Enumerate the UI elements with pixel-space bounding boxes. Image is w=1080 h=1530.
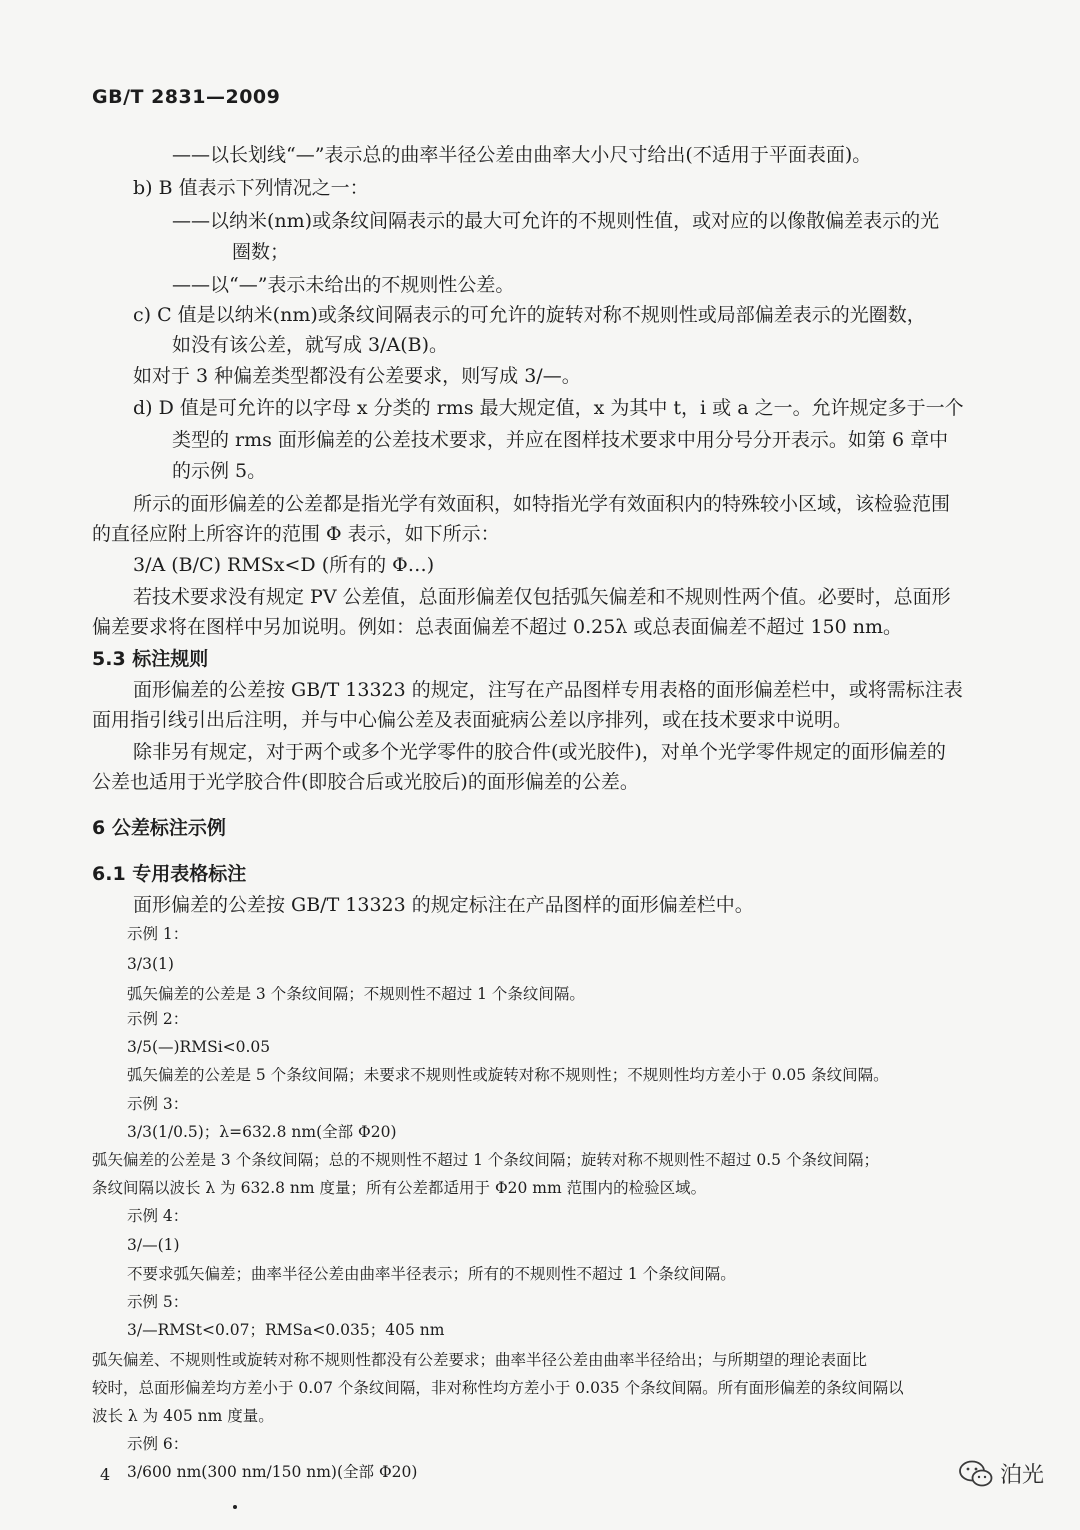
scan-speck: [233, 1505, 237, 1509]
section-heading-6-1: 6.1 专用表格标注: [92, 863, 247, 885]
source-watermark: [958, 1458, 1044, 1489]
example-text: 弧矢偏差、不规则性或旋转对称不规则性都没有公差要求；曲率半径公差由曲率半径给出；与所期望的理论表面比: [92, 1351, 868, 1369]
text-line: 圈数；: [232, 241, 290, 263]
example-text: 条纹间隔以波长 λ 为 632.8 nm 度量；所有公差都适用于 Φ20 mm 范围内的检验区域。: [92, 1179, 707, 1197]
list-item-d: d) D 值是可允许的以字母 x 分类的 rms 最大规定值，x 为其中 t，i 或 a 之一。允许规定多于一个: [133, 397, 964, 419]
text-line: 类型的 rms 面形偏差的公差技术要求，并应在图样技术要求中用分号分开表示。如第 6 章中: [172, 429, 949, 451]
text-line: 面用指引线引出后注明，并与中心偏公差及表面疵病公差以序排列，或在技术要求中说明。: [92, 709, 853, 731]
text-line: 面形偏差的公差按 GB/T 13323 的规定，注写在产品图样专用表格的面形偏差栏中，或将需标注表: [133, 679, 963, 701]
example-code: 3/3(1/0.5)；λ=632.8 nm(全部 Φ20): [127, 1123, 397, 1141]
standard-code-header: GB/T 2831—2009: [92, 86, 281, 108]
text-line: 除非另有规定，对于两个或多个光学零件的胶合件(或光胶件)，对单个光学零件规定的面形偏差的: [133, 741, 946, 763]
wechat-icon: [958, 1459, 994, 1489]
text-line: 如对于 3 种偏差类型都没有公差要求，则写成 3/—。: [133, 365, 581, 387]
example-label: 示例 3：: [127, 1095, 189, 1113]
example-code: 3/5(—)RMSi<0.05: [127, 1038, 271, 1056]
text-line: 的示例 5。: [172, 460, 267, 482]
text-line: ——以“—”表示未给出的不规则性公差。: [172, 274, 515, 296]
text-line: 如没有该公差，就写成 3/A(B)。: [172, 334, 449, 356]
example-label: 示例 1：: [127, 925, 189, 943]
list-item-b: b) B 值表示下列情况之一：: [133, 177, 369, 199]
example-label: 示例 4：: [127, 1207, 189, 1225]
example-code: 3/—RMSt<0.07；RMSa<0.035；405 nm: [127, 1321, 445, 1339]
text-line: 所示的面形偏差的公差都是指光学有效面积，如特指光学有效面积内的特殊较小区域，该检验范围: [133, 493, 951, 515]
example-label: 示例 2：: [127, 1010, 189, 1028]
watermark-label: 泊光: [1000, 1463, 1045, 1488]
page-number: 4: [100, 1465, 111, 1484]
text-line: 面形偏差的公差按 GB/T 13323 的规定标注在产品图样的面形偏差栏中。: [133, 894, 754, 916]
formula-line: 3/A (B/C) RMSx<D (所有的 Φ…): [133, 554, 435, 576]
text-line: 偏差要求将在图样中另加说明。例如：总表面偏差不超过 0.25λ 或总表面偏差不超过 150 nm。: [92, 616, 903, 638]
text-line: ——以长划线“—”表示总的曲率半径公差由曲率大小尺寸给出(不适用于平面表面)。: [172, 144, 872, 166]
text-line: ——以纳米(nm)或条纹间隔表示的最大可允许的不规则性值，或对应的以像散偏差表示的光: [172, 210, 940, 232]
list-item-c: c) C 值是以纳米(nm)或条纹间隔表示的可允许的旋转对称不规则性或局部偏差表示的光圈数，: [133, 304, 926, 326]
example-text: 波长 λ 为 405 nm 度量。: [92, 1407, 274, 1425]
example-label: 示例 6：: [127, 1435, 189, 1453]
text-line: 公差也适用于光学胶合件(即胶合后或光胶后)的面形偏差的公差。: [92, 771, 639, 793]
example-code: 3/—(1): [127, 1236, 180, 1254]
example-label: 示例 5：: [127, 1293, 189, 1311]
section-heading-5-3: 5.3 标注规则: [92, 648, 209, 670]
example-code: 3/3(1): [127, 955, 174, 973]
example-text: 弧矢偏差的公差是 3 个条纹间隔；总的不规则性不超过 1 个条纹间隔；旋转对称不规则性不超过 0.5 个条纹间隔；: [92, 1151, 879, 1169]
example-text: 较时，总面形偏差均方差小于 0.07 个条纹间隔，非对称性均方差小于 0.035 个条纹间隔。所有面形偏差的条纹间隔以: [92, 1379, 904, 1397]
text-line: 的直径应附上所容许的范围 Φ 表示，如下所示：: [92, 523, 500, 545]
example-text: 弧矢偏差的公差是 5 个条纹间隔；未要求不规则性或旋转对称不规则性；不规则性均方差小于 0.05 条纹间隔。: [127, 1066, 889, 1084]
text-line: 若技术要求没有规定 PV 公差值，总面形偏差仅包括弧矢偏差和不规则性两个值。必要时，总面形: [133, 586, 951, 608]
example-text: 不要求弧矢偏差；曲率半径公差由曲率半径表示；所有的不规则性不超过 1 个条纹间隔。: [127, 1265, 736, 1283]
section-heading-6: 6 公差标注示例: [92, 817, 226, 839]
example-code: 3/600 nm(300 nm/150 nm)(全部 Φ20): [127, 1463, 418, 1481]
example-text: 弧矢偏差的公差是 3 个条纹间隔；不规则性不超过 1 个条纹间隔。: [127, 985, 585, 1003]
